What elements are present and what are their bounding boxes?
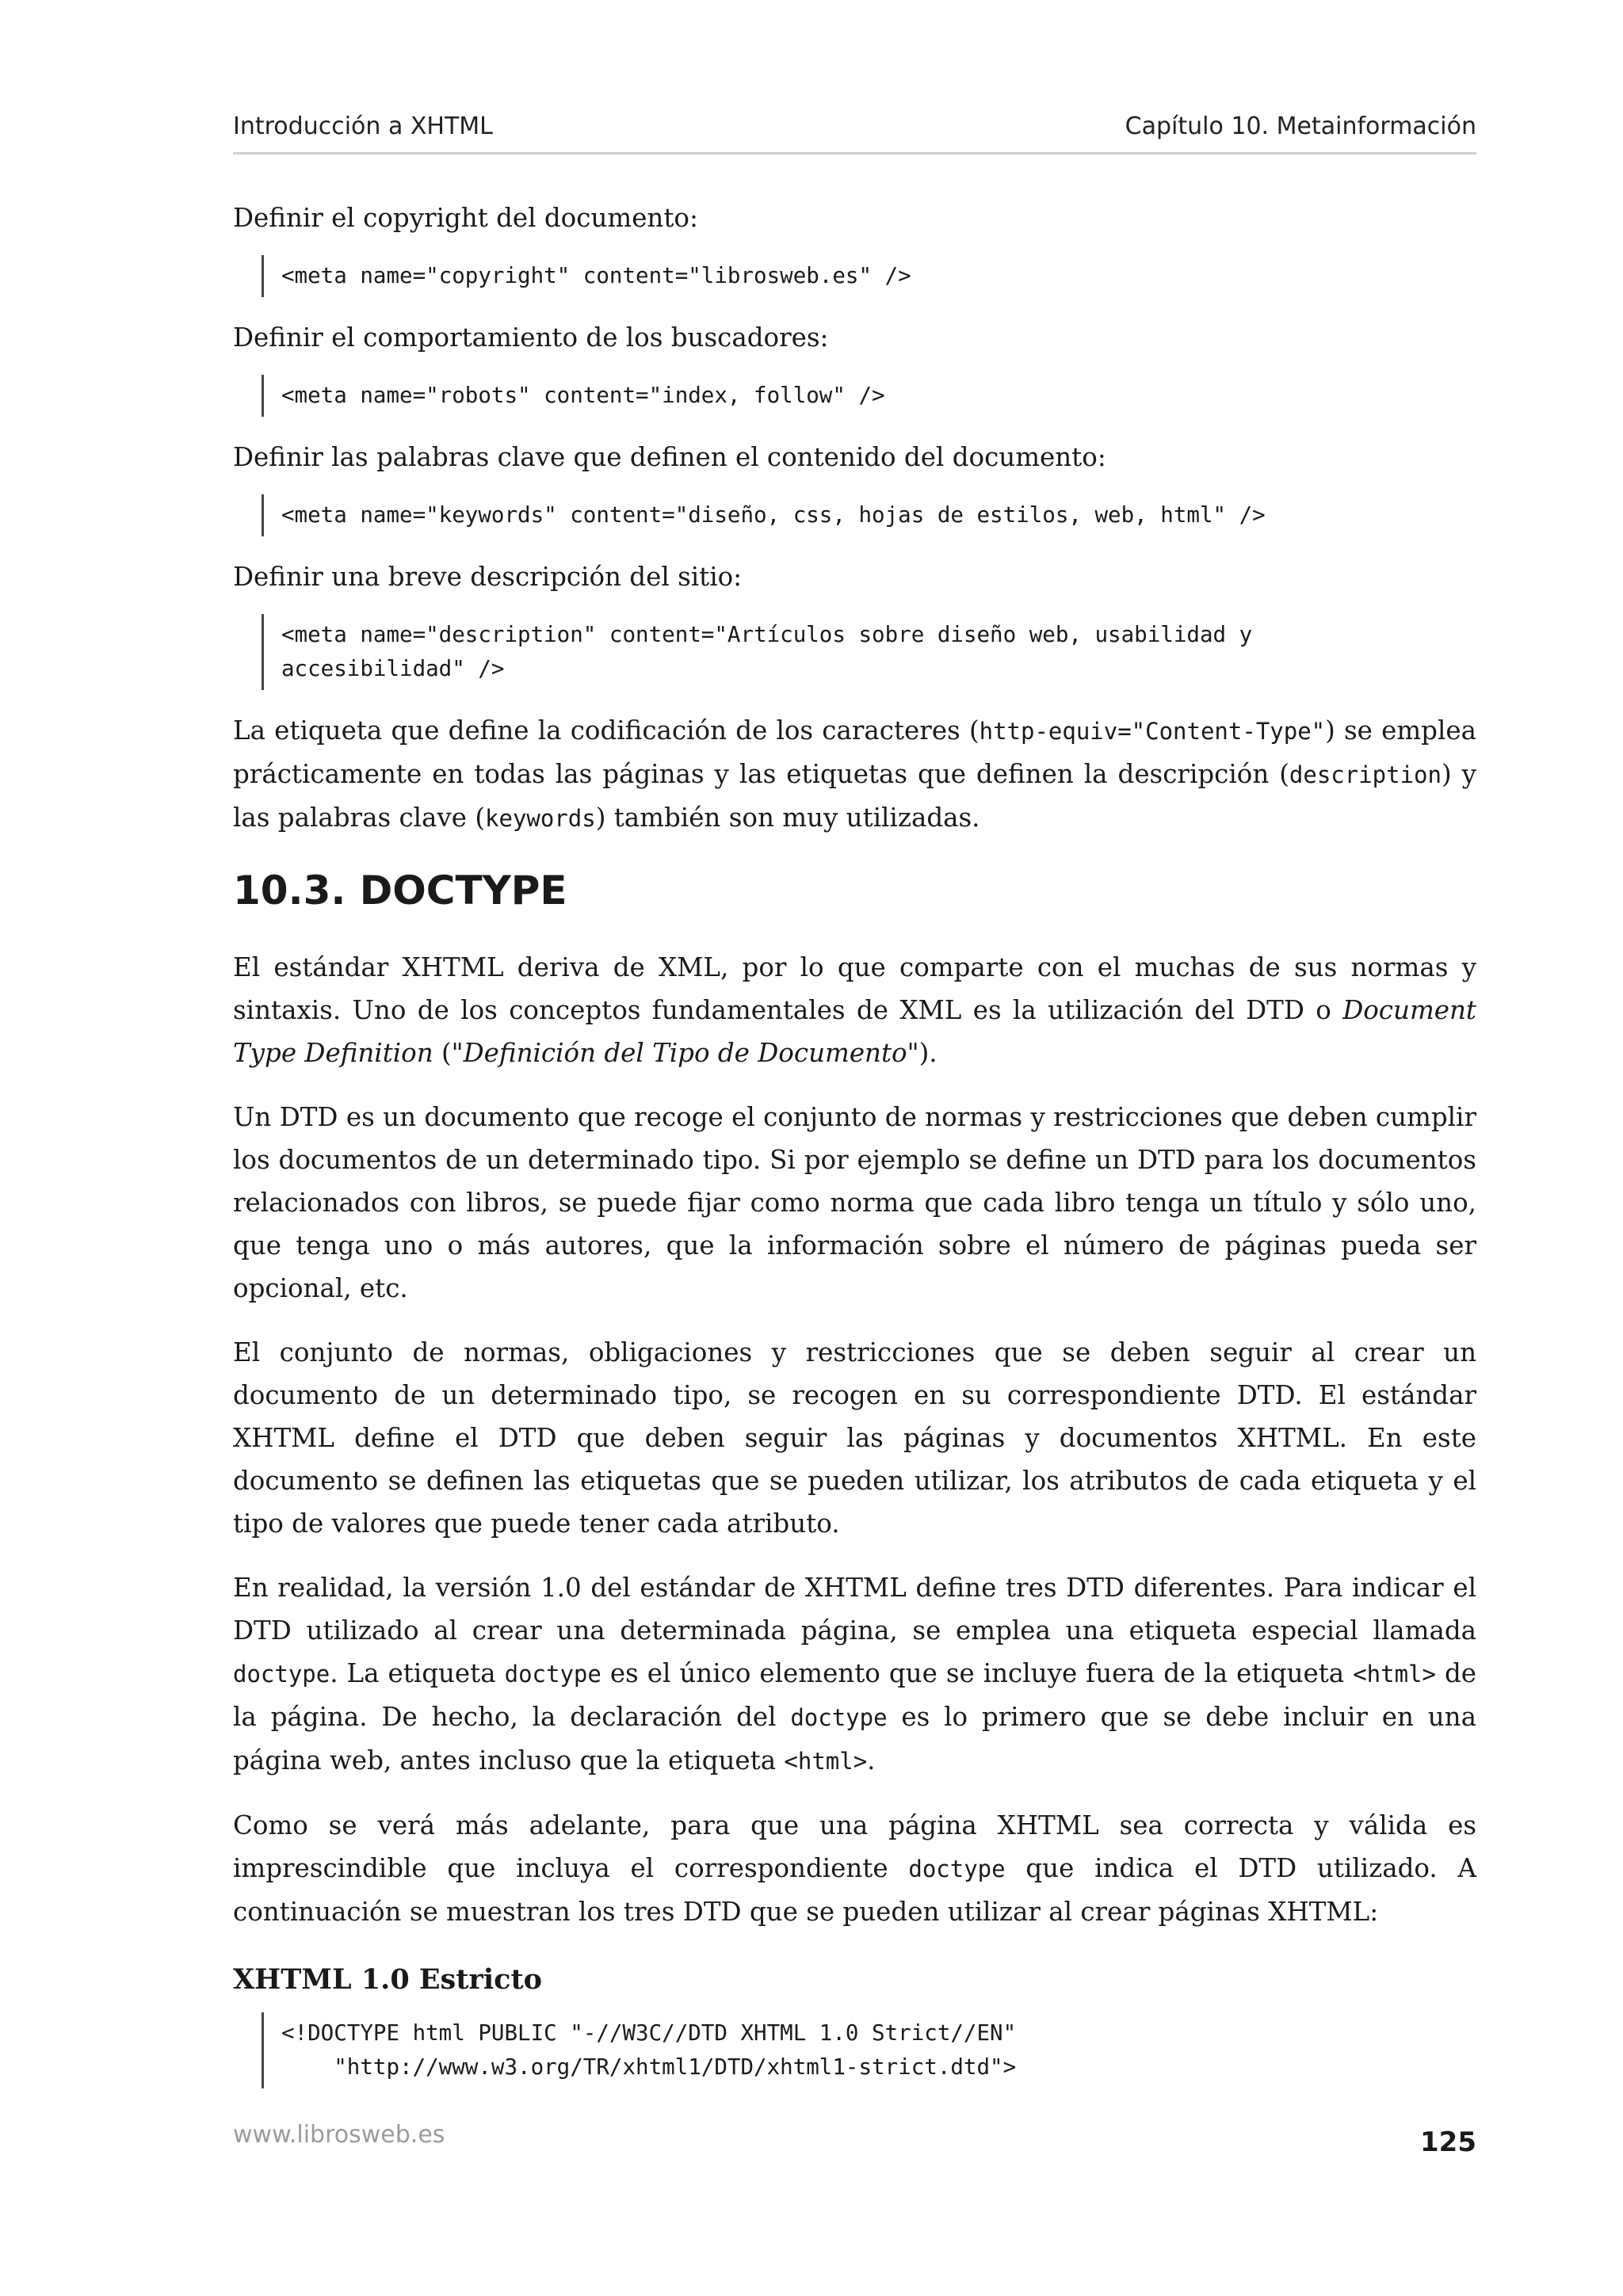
paragraph-dtd-rules: El conjunto de normas, obligaciones y restricciones que se deben seguir al crear un documento de un determinado tipo, se recogen en su correspondiente DTD. El estándar XHTML define el DTD que deben seguir las páginas y documentos XHTML. En este documento se definen las etiquetas que se pueden utilizar, los atributos de cada etiqueta y el tipo de valores que puede tener cada atributo. — [233, 1337, 1476, 1539]
inline-code: http-equiv="Content-Type" — [979, 718, 1326, 745]
inline-code: doctype — [790, 1704, 888, 1731]
document-page — [233, 0, 1476, 2296]
paragraph-three-dtds: Como se verá más adelante, para que una página XHTML sea correcta y válida es imprescindible que incluya el correspondiente doctype que indica el DTD utilizado. A continuación se muestran los tres DTD que se pueden utilizar al crear páginas XHTML: — [233, 1810, 1476, 1927]
subheading-strict: XHTML 1.0 Estricto — [233, 1963, 542, 1996]
paragraph-doctype: En realidad, la versión 1.0 del estándar de XHTML define tres DTD diferentes. Para indicar el DTD utilizado al crear una determinada página, se emplea una etiqueta especial llamada doctype. La etiqueta doctype es el único elemento que se incluye fuera de la etiqueta <html> de la página. De hecho, la declaración del doctype es lo primero que se debe incluir en una página web, antes incluso que la etiqueta <html>. — [233, 1573, 1476, 1775]
robots-code-block: <meta name="robots" content="index, follow" /> — [262, 375, 1476, 417]
inline-code: <html> — [1353, 1661, 1436, 1688]
book-title: Introducción a XHTML — [233, 113, 493, 140]
paragraph-xml: El estándar XHTML deriva de XML, por lo que comparte con el muchas de sus normas y sintaxis. Uno de los conceptos fundamentales de XML es la utilización del DTD o Document Type Definition ("Definición del Tipo de Documento"). — [233, 952, 1476, 1068]
page-number: 125 — [1420, 2126, 1476, 2158]
description-code-block: <meta name="description" content="Artículos sobre diseño web, usabilidad y accesibilidad" /> — [262, 614, 1476, 690]
inline-code: doctype — [908, 1855, 1006, 1882]
inline-code: doctype — [504, 1661, 601, 1688]
emphasis: "Definición del Tipo de Documento" — [451, 1038, 919, 1068]
inline-code: <html> — [784, 1748, 868, 1775]
keywords-intro: Definir las palabras clave que definen el contenido del documento: — [233, 442, 1106, 472]
doctype-code-block: <!DOCTYPE html PUBLIC "-//W3C//DTD XHTML 1.0 Strict//EN" "http://www.w3.org/TR/xhtml1/DTD/xhtml1-strict.dtd"> — [262, 2012, 1476, 2088]
inline-code: keywords — [485, 805, 596, 832]
section-heading: 10.3. DOCTYPE — [233, 868, 567, 913]
copyright-intro: Definir el copyright del documento: — [233, 203, 698, 233]
summary-paragraph: La etiqueta que define la codificación de los caracteres (http-equiv="Content-Type") se emplea prácticamente en todas las páginas y las etiquetas que definen la descripción (description) y las palabras clave (keywords) también son muy utilizadas. — [233, 715, 1476, 833]
robots-intro: Definir el comportamiento de los buscadores: — [233, 322, 829, 353]
inline-code: description — [1289, 761, 1442, 788]
footer-website: www.librosweb.es — [233, 2121, 445, 2149]
running-header — [233, 106, 1476, 154]
keywords-code-block: <meta name="keywords" content="diseño, css, hojas de estilos, web, html" /> — [262, 494, 1476, 536]
emphasis: Document Type Definition — [233, 995, 1476, 1068]
copyright-code-block: <meta name="copyright" content="librosweb.es" /> — [262, 255, 1476, 297]
inline-code: doctype — [233, 1661, 330, 1688]
page-body — [233, 196, 1476, 2107]
description-intro: Definir una breve descripción del sitio: — [233, 562, 743, 592]
paragraph-dtd-definition: Un DTD es un documento que recoge el conjunto de normas y restricciones que deben cumplir los documentos de un determinado tipo. Si por ejemplo se define un DTD para los documentos relacionados con libros, se puede fijar como norma que cada libro tenga un título y sólo uno, que tenga uno o más autores, que la información sobre el número de páginas pueda ser opcional, etc. — [233, 1102, 1476, 1303]
chapter-title: Capítulo 10. Metainformación — [1125, 113, 1476, 140]
